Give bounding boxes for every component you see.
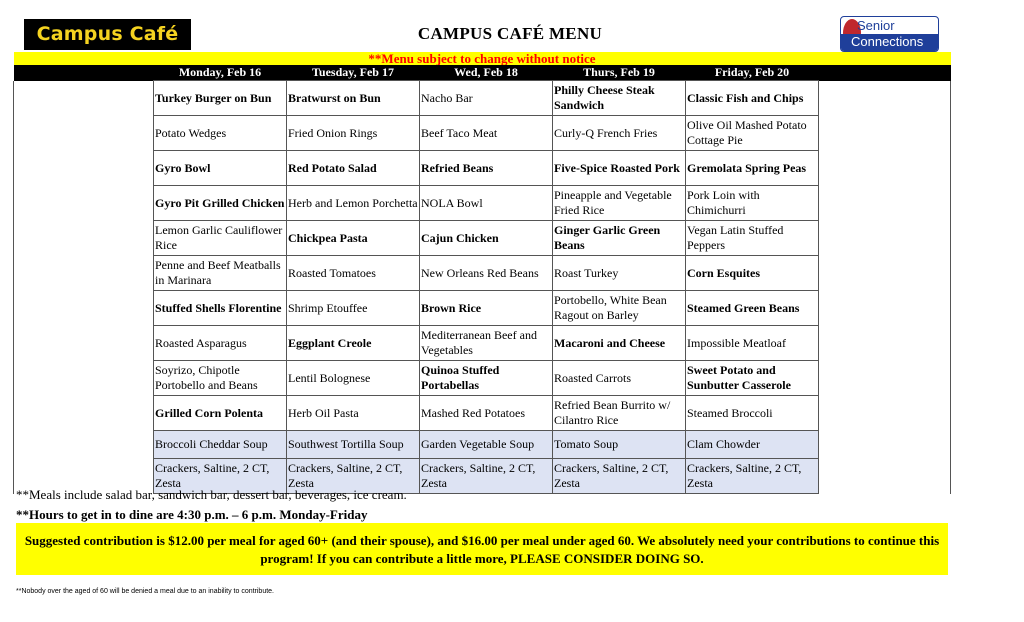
menu-item: Fried Onion Rings (287, 116, 420, 151)
menu-item: Ginger Garlic Green Beans (553, 221, 686, 256)
left-blank-cell (14, 81, 154, 116)
cracker-item: Crackers, Saltine, 2 CT, Zesta (287, 459, 420, 494)
day-header-blank (14, 65, 154, 81)
soup-item: Garden Vegetable Soup (420, 431, 553, 459)
soup-item: Tomato Soup (553, 431, 686, 459)
menu-item: Vegan Latin Stuffed Peppers (686, 221, 819, 256)
menu-item: Five-Spice Roasted Pork (553, 151, 686, 186)
right-blank-cell (819, 151, 951, 186)
soup-row (14, 431, 951, 459)
menu-item: Steamed Broccoli (686, 396, 819, 431)
menu-item: Refried Beans (420, 151, 553, 186)
left-blank-cell (14, 431, 154, 459)
menu-item: Refried Bean Burrito w/ Cilantro Rice (553, 396, 686, 431)
menu-item: Corn Esquites (686, 256, 819, 291)
menu-item: Pork Loin with Chimichurri (686, 186, 819, 221)
right-blank-cell (819, 396, 951, 431)
menu-item: Stuffed Shells Florentine (154, 291, 287, 326)
menu-item: Gremolata Spring Peas (686, 151, 819, 186)
menu-item: Roasted Asparagus (154, 326, 287, 361)
menu-row (14, 151, 951, 186)
menu-item: Pineapple and Vegetable Fried Rice (553, 186, 686, 221)
menu-item: Portobello, White Bean Ragout on Barley (553, 291, 686, 326)
right-blank-cell (819, 361, 951, 396)
menu-row (14, 221, 951, 256)
menu-item: Brown Rice (420, 291, 553, 326)
menu-item: Red Potato Salad (287, 151, 420, 186)
menu-item: Curly-Q French Fries (553, 116, 686, 151)
menu-item: Penne and Beef Meatballs in Marinara (154, 256, 287, 291)
right-blank-cell (819, 256, 951, 291)
menu-item: Cajun Chicken (420, 221, 553, 256)
menu-item: Roasted Carrots (553, 361, 686, 396)
menu-item: Roasted Tomatoes (287, 256, 420, 291)
menu-item: Mashed Red Potatoes (420, 396, 553, 431)
menu-item: Grilled Corn Polenta (154, 396, 287, 431)
right-blank-cell (819, 186, 951, 221)
left-blank-cell (14, 396, 154, 431)
campus-cafe-logo: Campus Café (24, 19, 191, 50)
menu-row (14, 256, 951, 291)
left-blank-cell (14, 221, 154, 256)
left-blank-cell (14, 116, 154, 151)
menu-item: Herb and Lemon Porchetta (287, 186, 420, 221)
menu-item: Gyro Pit Grilled Chicken (154, 186, 287, 221)
day-header: Wed, Feb 18 (420, 65, 553, 81)
menu-row (14, 396, 951, 431)
logo-text-connections: Connections (851, 34, 924, 49)
menu-item: Herb Oil Pasta (287, 396, 420, 431)
menu-row (14, 361, 951, 396)
meals-note: **Meals include salad bar, sandwich bar, dessert bar, beverages, ice cream. (16, 487, 407, 502)
menu-item: Macaroni and Cheese (553, 326, 686, 361)
menu-table (13, 52, 951, 494)
menu-row (14, 186, 951, 221)
menu-row (14, 291, 951, 326)
right-blank-cell (819, 459, 951, 494)
contribution-banner: Suggested contribution is $12.00 per meal for aged 60+ (and their spouse), and $16.00 per meal under aged 60. We absolutely need your contributions to continue this program! If you can contribute a little more, PLEASE CONSIDER DOING SO. (16, 523, 948, 575)
menu-item: Lemon Garlic Cauliflower Rice (154, 221, 287, 256)
cracker-item: Crackers, Saltine, 2 CT, Zesta (420, 459, 553, 494)
menu-item: Potato Wedges (154, 116, 287, 151)
day-header-row (14, 65, 951, 81)
menu-item: Impossible Meatloaf (686, 326, 819, 361)
left-blank-cell (14, 186, 154, 221)
hours-note: **Hours to get in to dine are 4:30 p.m. – 6 p.m. Monday-Friday (16, 507, 368, 522)
right-blank-cell (819, 326, 951, 361)
menu-row (14, 81, 951, 116)
left-blank-cell (14, 291, 154, 326)
left-blank-cell (14, 361, 154, 396)
cracker-item: Crackers, Saltine, 2 CT, Zesta (686, 459, 819, 494)
day-header: Tuesday, Feb 17 (287, 65, 420, 81)
menu-item: Beef Taco Meat (420, 116, 553, 151)
senior-connections-logo (840, 16, 939, 52)
right-blank-cell (819, 116, 951, 151)
menu-item: Shrimp Etouffee (287, 291, 420, 326)
menu-item: Steamed Green Beans (686, 291, 819, 326)
day-header: Monday, Feb 16 (154, 65, 287, 81)
footnote: **Nobody over the aged of 60 will be denied a meal due to an inability to contribute. (16, 588, 275, 595)
menu-item: Gyro Bowl (154, 151, 287, 186)
day-header: Thurs, Feb 19 (553, 65, 686, 81)
day-header: Friday, Feb 20 (686, 65, 819, 81)
soup-item: Southwest Tortilla Soup (287, 431, 420, 459)
menu-item: New Orleans Red Beans (420, 256, 553, 291)
menu-item: Bratwurst on Bun (287, 81, 420, 116)
right-blank-cell (819, 431, 951, 459)
cracker-item: Crackers, Saltine, 2 CT, Zesta (154, 459, 287, 494)
page-title: CAMPUS CAFÉ MENU (417, 24, 603, 43)
menu-item: Nacho Bar (420, 81, 553, 116)
notice-row (14, 52, 951, 65)
right-blank-cell (819, 81, 951, 116)
logo-text-senior: Senior (857, 18, 895, 33)
menu-item: Roast Turkey (553, 256, 686, 291)
menu-item: Soyrizo, Chipotle Portobello and Beans (154, 361, 287, 396)
soup-item: Broccoli Cheddar Soup (154, 431, 287, 459)
menu-row (14, 116, 951, 151)
menu-item: Philly Cheese Steak Sandwich (553, 81, 686, 116)
left-blank-cell (14, 151, 154, 186)
menu-notice: **Menu subject to change without notice (14, 52, 951, 65)
right-blank-cell (819, 291, 951, 326)
left-blank-cell (14, 256, 154, 291)
menu-item: NOLA Bowl (420, 186, 553, 221)
menu-item: Chickpea Pasta (287, 221, 420, 256)
cracker-item: Crackers, Saltine, 2 CT, Zesta (553, 459, 686, 494)
menu-item: Olive Oil Mashed Potato Cottage Pie (686, 116, 819, 151)
menu-item: Eggplant Creole (287, 326, 420, 361)
day-header-blank (819, 65, 951, 81)
soup-item: Clam Chowder (686, 431, 819, 459)
left-blank-cell (14, 326, 154, 361)
menu-item: Turkey Burger on Bun (154, 81, 287, 116)
menu-row (14, 326, 951, 361)
menu-item: Quinoa Stuffed Portabellas (420, 361, 553, 396)
menu-item: Sweet Potato and Sunbutter Casserole (686, 361, 819, 396)
menu-item: Classic Fish and Chips (686, 81, 819, 116)
menu-item: Lentil Bolognese (287, 361, 420, 396)
right-blank-cell (819, 221, 951, 256)
menu-item: Mediterranean Beef and Vegetables (420, 326, 553, 361)
